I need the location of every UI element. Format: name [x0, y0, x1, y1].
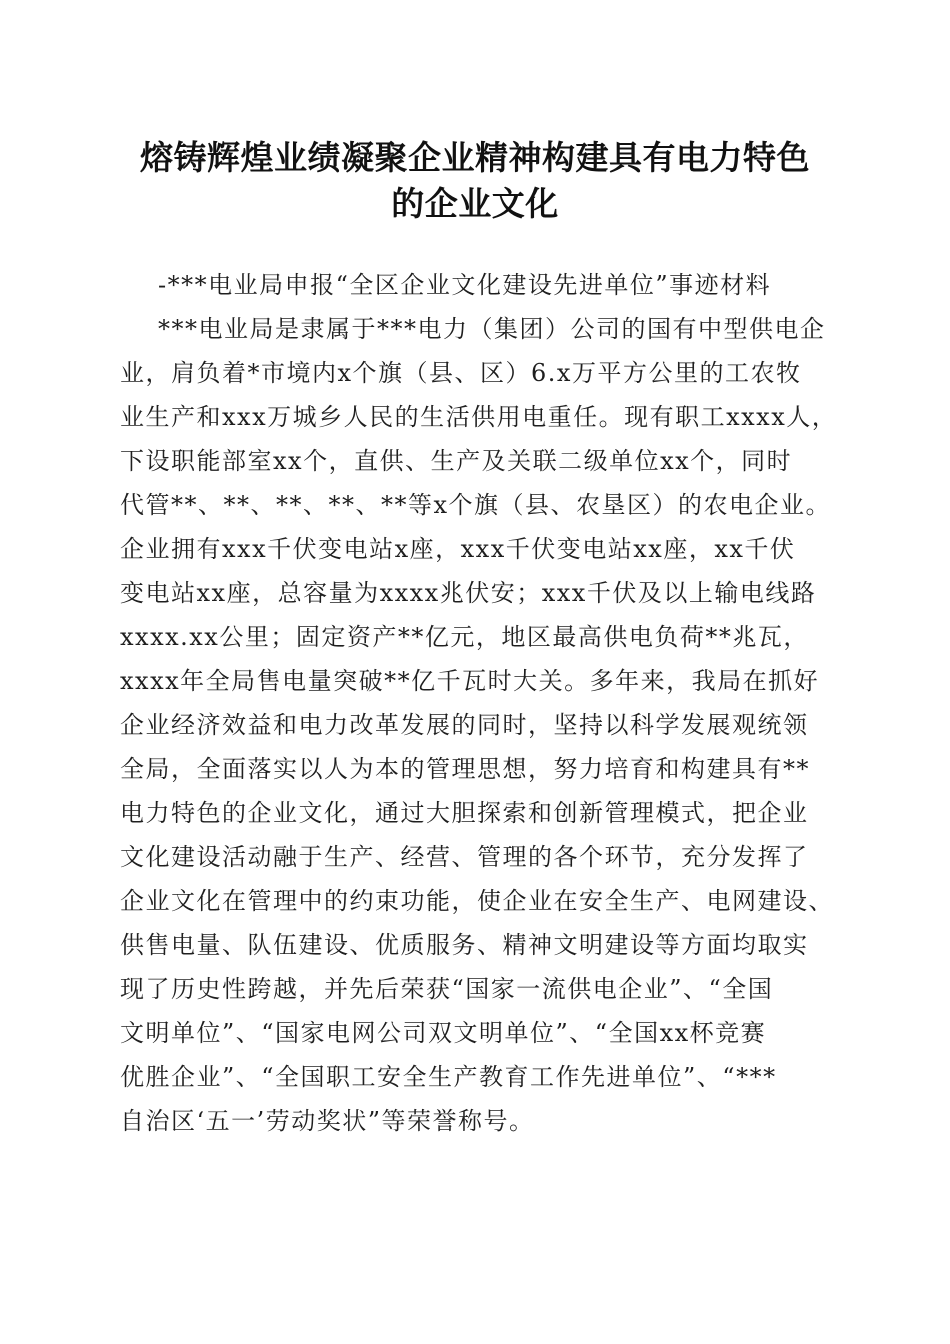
body-line: 下设职能部室xx个，直供、生产及关联二级单位xx个，同时: [120, 447, 793, 475]
body-line: xxxx.xx公里；固定资产**亿元，地区最高供电负荷**兆瓦，: [120, 623, 809, 651]
body-line: 业生产和xxx万城乡人民的生活供用电重任。现有职工xxxx人，: [120, 403, 838, 431]
body-line: 供售电量、队伍建设、优质服务、精神文明建设等方面均取实: [120, 931, 809, 959]
body-line: 代管**、**、**、**、**等x个旗（县、农垦区）的农电企业。: [120, 491, 832, 519]
body-line: 业，肩负着*市境内x个旗（县、区）6.x万平方公里的工农牧: [120, 359, 802, 387]
body-line: 变电站xx座，总容量为xxxx兆伏安；xxx千伏及以上输电线路: [120, 579, 817, 607]
body-line: 企业拥有xxx千伏变电站x座，xxx千伏变电站xx座，xx千伏: [120, 535, 796, 563]
document-subtitle: -***电业局申报“全区企业文化建设先进单位”事迹材料: [158, 271, 772, 299]
body-line: 自治区‘五一’劳动奖状”等荣誉称号。: [120, 1107, 535, 1135]
document-title-line-2: 的企业文化: [391, 184, 559, 223]
body-line: 全局，全面落实以人为本的管理思想，努力培育和构建具有**: [120, 755, 810, 783]
body-line: 文明单位”、“国家电网公司双文明单位”、“全国xx杯竞赛: [120, 1019, 767, 1047]
body-line: ***电业局是隶属于***电力（集团）公司的国有中型供电企: [158, 315, 826, 343]
body-line: xxxx年全局售电量突破**亿千瓦时大关。多年来，我局在抓好: [120, 667, 820, 695]
body-line: 电力特色的企业文化，通过大胆探索和创新管理模式，把企业: [120, 799, 809, 827]
document-title-line-1: 熔铸辉煌业绩凝聚企业精神构建具有电力特色: [140, 138, 810, 177]
body-line: 企业经济效益和电力改革发展的同时，坚持以科学发展观统领: [120, 711, 809, 739]
body-line: 优胜企业”、“全国职工安全生产教育工作先进单位”、“***: [120, 1063, 777, 1091]
body-line: 文化建设活动融于生产、经营、管理的各个环节，充分发挥了: [120, 843, 809, 871]
body-line: 企业文化在管理中的约束功能，使企业在安全生产、电网建设、: [120, 887, 834, 915]
body-line: 现了历史性跨越，并先后荣获“国家一流供电企业”、“全国: [120, 975, 774, 1003]
